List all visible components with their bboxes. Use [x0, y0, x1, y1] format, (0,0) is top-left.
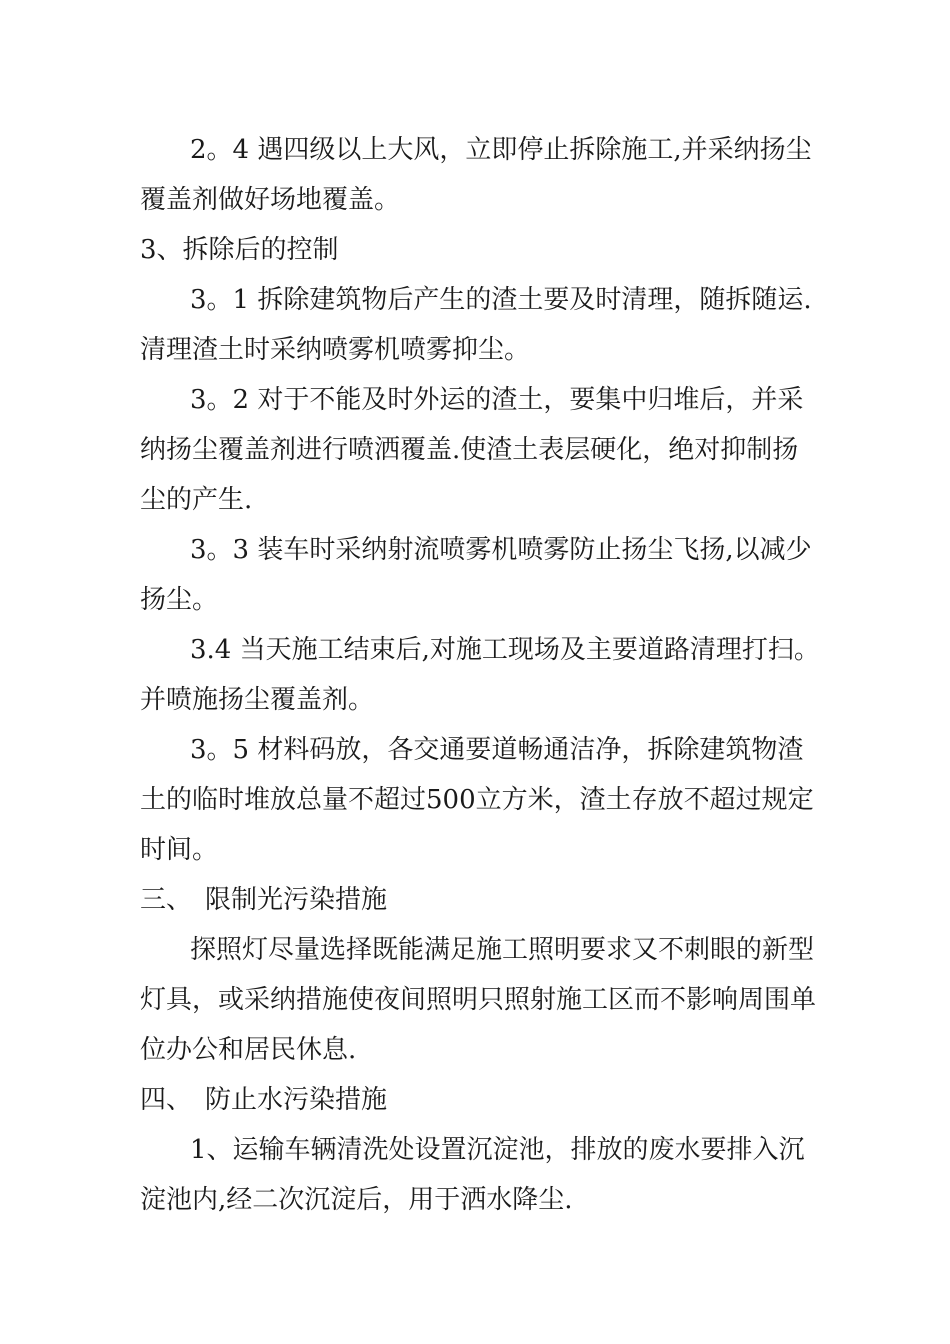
paragraph-3-3-line-2: 扬尘。	[140, 585, 219, 615]
paragraph-light-line-3: 位办公和居民休息.	[140, 1035, 357, 1065]
paragraph-3-1-line-1: 3。1 拆除建筑物后产生的渣土要及时清理，随拆随运.	[190, 285, 812, 315]
paragraph-3-4-line-2: 并喷施扬尘覆盖剂。	[140, 685, 375, 715]
paragraph-3-3-line-1: 3。3 装车时采纳射流喷雾机喷雾防止扬尘飞扬,以减少	[190, 535, 812, 565]
paragraph-water-line-1: 1、运输车辆清洗处设置沉淀池，排放的废水要排入沉	[190, 1135, 805, 1165]
paragraph-3-5-line-2: 土的临时堆放总量不超过500立方米，渣土存放不超过规定	[140, 785, 814, 815]
paragraph-light-line-2: 灯具，或采纳措施使夜间照明只照射施工区而不影响周围单	[140, 985, 817, 1015]
section-heading-3: 3、拆除后的控制	[140, 235, 339, 265]
paragraph-3-2-line-3: 尘的产生.	[140, 485, 253, 515]
paragraph-3-4-line-1: 3.4 当天施工结束后,对施工现场及主要道路清理打扫。	[190, 635, 820, 665]
section-heading-light-pollution: 三、 限制光污染措施	[140, 885, 388, 915]
paragraph-2-4-line-2: 覆盖剂做好场地覆盖。	[140, 185, 401, 215]
section-heading-water-pollution: 四、 防止水污染措施	[140, 1085, 388, 1115]
paragraph-3-5-line-1: 3。5 材料码放，各交通要道畅通洁净，拆除建筑物渣	[190, 735, 804, 765]
paragraph-3-1-line-2: 清理渣土时采纳喷雾机喷雾抑尘。	[140, 335, 531, 365]
paragraph-light-line-1: 探照灯尽量选择既能满足施工照明要求又不刺眼的新型	[190, 935, 815, 965]
paragraph-3-5-line-3: 时间。	[140, 835, 219, 865]
paragraph-3-2-line-1: 3。2 对于不能及时外运的渣土，要集中归堆后，并采	[190, 385, 804, 415]
paragraph-2-4-line-1: 2。4 遇四级以上大风，立即停止拆除施工,并采纳扬尘	[190, 135, 812, 165]
paragraph-water-line-2: 淀池内,经二次沉淀后，用于洒水降尘.	[140, 1185, 573, 1215]
paragraph-3-2-line-2: 纳扬尘覆盖剂进行喷洒覆盖.使渣土表层硬化，绝对抑制扬	[140, 435, 799, 465]
